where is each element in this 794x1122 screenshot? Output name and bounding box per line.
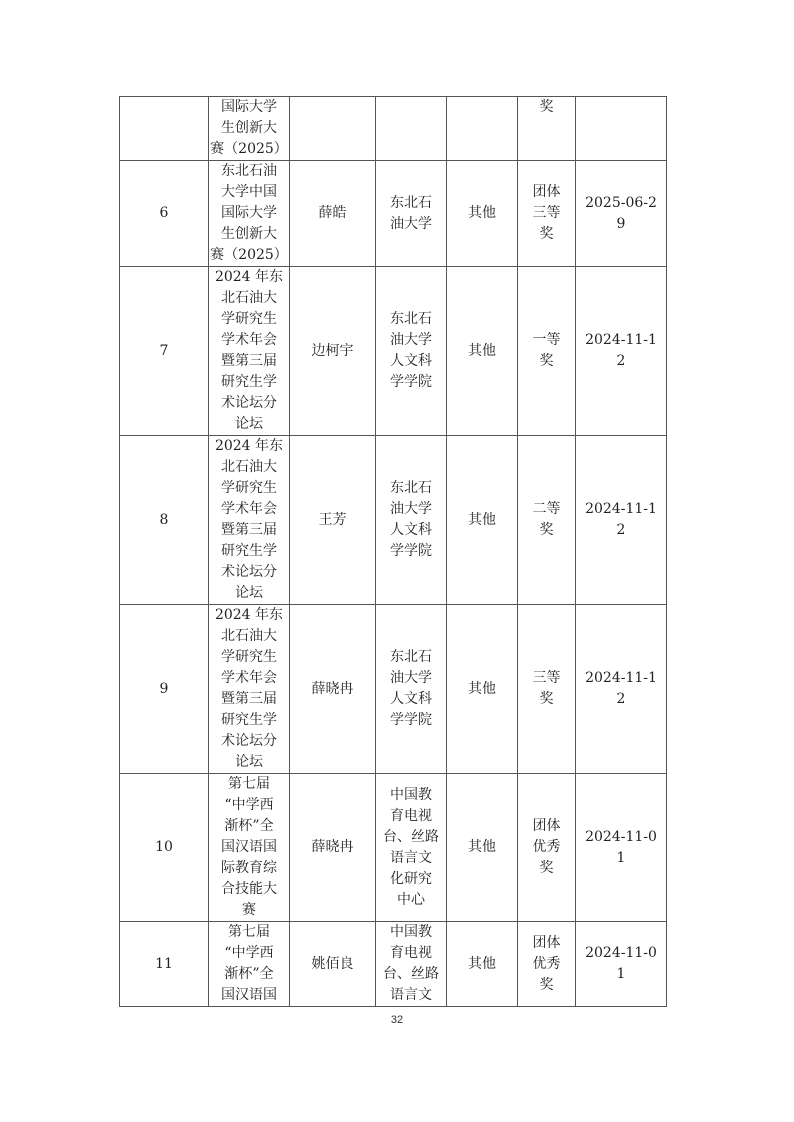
cell-organizer: 东北石 油大学 人文科 学学院 — [376, 605, 447, 774]
cell-person: 薛晓冉 — [290, 774, 376, 922]
cell-award: 团体 优秀 奖 — [518, 774, 576, 922]
cell-no: 11 — [120, 922, 209, 1007]
cell-competition: 第七届 “中学西 渐杯”全 国汉语国 际教育综 合技能大 赛 — [209, 774, 290, 922]
cell-date: 2024-11-0 1 — [576, 922, 667, 1007]
cell-person: 姚佰良 — [290, 922, 376, 1007]
cell-date: 2024-11-0 1 — [576, 774, 667, 922]
cell-award: 一等 奖 — [518, 267, 576, 436]
cell-no: 6 — [120, 161, 209, 267]
cell-award: 三等 奖 — [518, 605, 576, 774]
cell-award: 团体 三等 奖 — [518, 161, 576, 267]
cell-no — [120, 97, 209, 161]
cell-organizer — [376, 97, 447, 161]
page-number: 32 — [390, 1014, 404, 1026]
cell-no: 7 — [120, 267, 209, 436]
cell-no: 8 — [120, 436, 209, 605]
cell-competition: 2024 年东 北石油大 学研究生 学术年会 暨第三届 研究生学 术论坛分 论坛 — [209, 436, 290, 605]
cell-date: 2024-11-1 2 — [576, 436, 667, 605]
cell-level: 其他 — [447, 436, 518, 605]
cell-competition: 2024 年东 北石油大 学研究生 学术年会 暨第三届 研究生学 术论坛分 论坛 — [209, 605, 290, 774]
cell-date: 2024-11-1 2 — [576, 605, 667, 774]
cell-level — [447, 97, 518, 161]
cell-no: 10 — [120, 774, 209, 922]
cell-award: 二等 奖 — [518, 436, 576, 605]
cell-competition: 东北石油 大学中国 国际大学 生创新大 赛（2025） — [209, 161, 290, 267]
cell-person: 边柯宇 — [290, 267, 376, 436]
cell-date: 2025-06-2 9 — [576, 161, 667, 267]
cell-no: 9 — [120, 605, 209, 774]
table-row — [120, 922, 667, 1007]
cell-level: 其他 — [447, 267, 518, 436]
cell-person — [290, 97, 376, 161]
table-row — [120, 774, 667, 922]
table-row — [120, 436, 667, 605]
cell-award: 团体 优秀 奖 — [518, 922, 576, 1007]
table-row — [120, 605, 667, 774]
cell-competition: 2024 年东 北石油大 学研究生 学术年会 暨第三届 研究生学 术论坛分 论坛 — [209, 267, 290, 436]
cell-competition: 第七届 “中学西 渐杯”全 国汉语国 — [209, 922, 290, 1007]
cell-level: 其他 — [447, 774, 518, 922]
table-row — [120, 161, 667, 267]
cell-award: 奖 — [518, 97, 576, 161]
table-row — [120, 267, 667, 436]
cell-organizer: 中国教 育电视 台、丝路 语言文 化研究 中心 — [376, 774, 447, 922]
cell-person: 薛皓 — [290, 161, 376, 267]
table-row — [120, 97, 667, 161]
cell-level: 其他 — [447, 605, 518, 774]
cell-date: 2024-11-1 2 — [576, 267, 667, 436]
cell-level: 其他 — [447, 922, 518, 1007]
cell-date — [576, 97, 667, 161]
cell-competition: 国际大学 生创新大 赛（2025） — [209, 97, 290, 161]
cell-person: 薛晓冉 — [290, 605, 376, 774]
cell-person: 王芳 — [290, 436, 376, 605]
cell-level: 其他 — [447, 161, 518, 267]
cell-organizer: 东北石 油大学 人文科 学学院 — [376, 267, 447, 436]
cell-organizer: 东北石 油大学 人文科 学学院 — [376, 436, 447, 605]
cell-organizer: 东北石 油大学 — [376, 161, 447, 267]
cell-organizer: 中国教 育电视 台、丝路 语言文 — [376, 922, 447, 1007]
awards-table — [119, 96, 667, 1007]
